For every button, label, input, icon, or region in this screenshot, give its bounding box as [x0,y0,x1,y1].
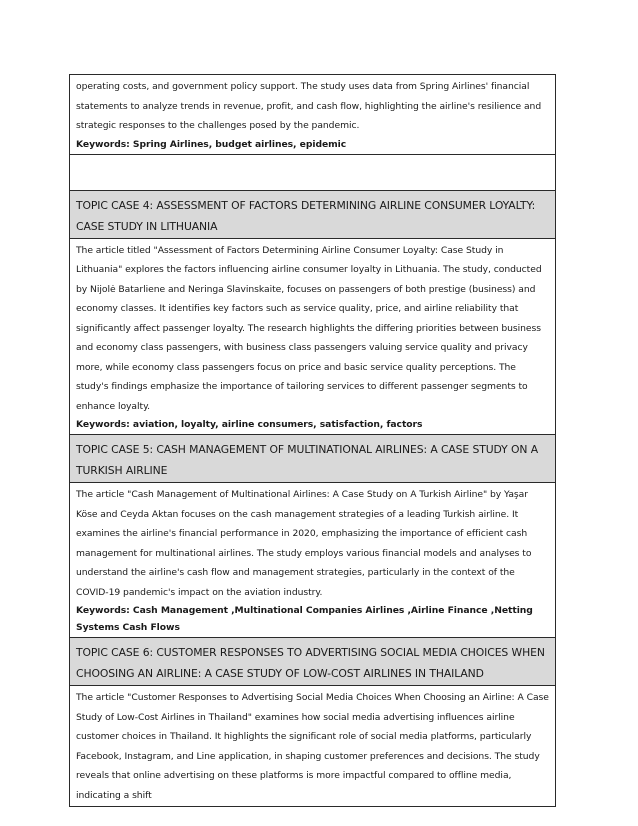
content-table [69,74,556,807]
case5-heading: TOPIC CASE 5: CASH MANAGEMENT OF MULTINATIONAL AIRLINES: A CASE STUDY ON A TURKISH AIRLINE [70,434,555,483]
case6-heading: TOPIC CASE 6: CUSTOMER RESPONSES TO ADVERTISING SOCIAL MEDIA CHOICES WHEN CHOOSING AN AIRLINE: A CASE STUDY OF LOW-COST AIRLINES IN THAILAND [70,637,555,686]
intro-section [70,75,555,154]
document-page [69,74,556,807]
intro-paragraph: operating costs, and government policy support. The study uses data from Spring Airlines' financial statements to analyze trends in revenue, profit, and cash flow, highlighting the airline's resilience and strategic responses to the challenges posed by the pandemic. [76,81,542,131]
case4-paragraph: The article titled "Assessment of Factors Determining Airline Consumer Loyalty: Case Study in Lithuania" explores the factors influencing airline consumer loyalty in Lithuania. The study, conducted by Nijolė Batarliene and Neringa Slavinskaite, focuses on passengers of both prestige (business) and economy classes. It identifies key factors such as service quality, price, and airline reliability that significantly affect passenger loyalty. The research highlights the differing priorities between business and economy class passengers, with business class passengers valuing service quality and privacy more, while economy class passengers focus on price and basic service quality perceptions. The study's findings emphasize the importance of tailoring services to different passenger segments to enhance loyalty. [76,244,542,412]
section-spacer [70,154,555,190]
case5-keywords: Keywords: Cash Management ,Multinational Companies Airlines ,Airline Finance ,Netting Systems Cash Flows [76,605,533,633]
case4-keywords: Keywords: aviation, loyalty, airline consumers, satisfaction, factors [76,419,423,430]
intro-keywords: Keywords: Spring Airlines, budget airlines, epidemic [76,138,347,150]
case6-section [70,686,555,806]
case6-paragraph: The article "Customer Responses to Advertising Social Media Choices When Choosing an Airline: A Case Study of Low-Cost Airlines in Thailand" examines how social media advertising influences airline customer choices in Thailand. It highlights the significant role of social media platforms, particularly Facebook, Instagram, and Line application, in shaping customer preferences and decisions. The study reveals that online advertising on these platforms is more impactful compared to offline media, indicating a shift [76,692,549,801]
case4-section [70,239,555,435]
case5-section [70,483,555,637]
case5-paragraph: The article "Cash Management of Multinational Airlines: A Case Study on A Turkish Airline" by Yaşar Köse and Ceyda Aktan focuses on the cash management strategies of a leading Turkish airline. It examines the airline's financial performance in 2020, emphasizing the importance of efficient cash management for multinational airlines. The study employs various financial models and analyses to understand the airline's cash flow and management strategies, particularly in the context of the COVID-19 pandemic's impact on the aviation industry. [76,489,532,598]
case4-heading: TOPIC CASE 4: ASSESSMENT OF FACTORS DETERMINING AIRLINE CONSUMER LOYALTY: CASE STUDY IN LITHUANIA [70,190,555,239]
